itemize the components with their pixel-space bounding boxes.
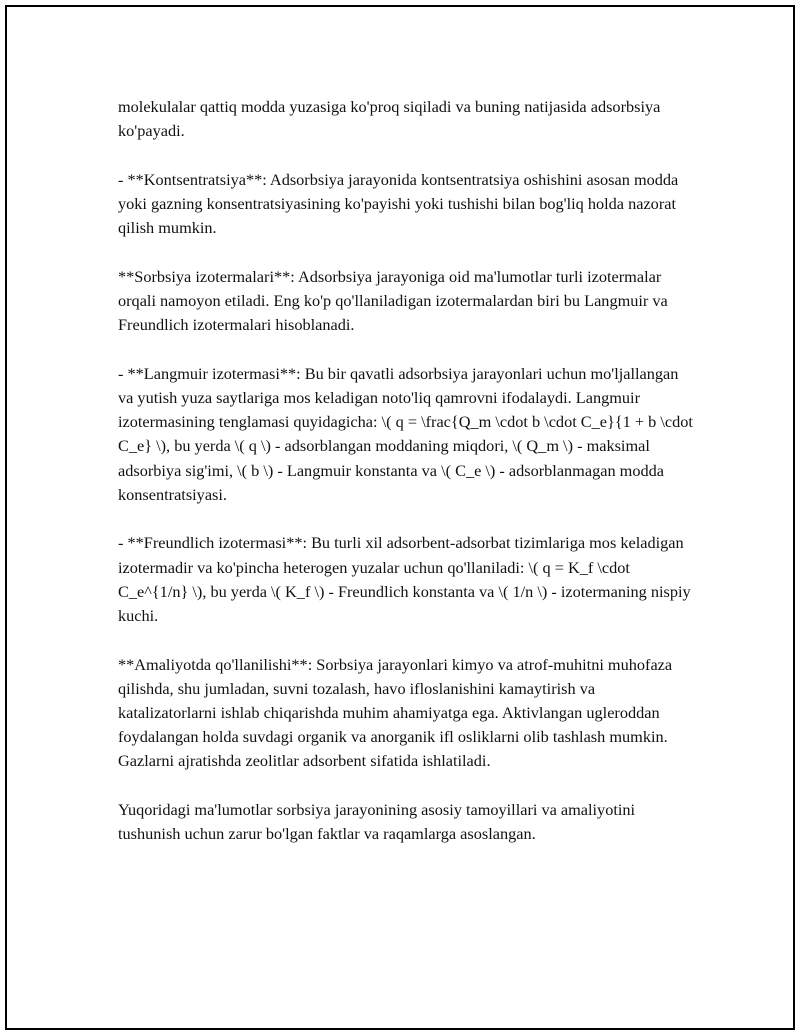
paragraph-practical-applications: **Amaliyotda qo'llanilishi**: Sorbsiya jarayonlari kimyo va atrof-muhitni muhofaza qilishda, shu jumladan, suvni tozalash, havo ifloslanishini kamaytirish va katalizatorlarni ishlab chiqarishda muhim ahamiyatga ega. Aktivlangan ugleroddan foydalangan holda suvdagi organik va anorganik ifl osliklarni olib tashlash mumkin. Gazlarni ajratishda zeolitlar adsorbent sifatida ishlatiladi. xyxy=(118,654,673,771)
document-body xyxy=(118,95,694,871)
paragraph-concentration: - **Kontsentratsiya**: Adsorbsiya jarayonida kontsentratsiya oshishini asosan modda yoki gazning konsentratsiyasining ko'payishi yoki tushishi bilan bog'liq holda nazorat qilish mumkin. xyxy=(118,169,679,238)
paragraph-sorption-isotherms: **Sorbsiya izotermalari**: Adsorbsiya jarayoniga oid ma'lumotlar turli izotermalar orqali namoyon etiladi. Eng ko'p qo'llaniladigan izotermalardan biri bu Langmuir va Freundlich izotermalari hisoblanadi. xyxy=(118,266,668,335)
paragraph-conclusion: Yuqoridagi ma'lumotlar sorbsiya jarayonining asosiy tamoyillari va amaliyotini tushunish uchun zarur bo'lgan faktlar va raqamlarga asoslangan. xyxy=(118,800,636,844)
paragraph-adsorption-continuation: molekulalar qattiq modda yuzasiga ko'proq siqiladi va buning natijasida adsorbsiya ko'payadi. xyxy=(118,97,661,141)
paragraph-langmuir-isotherm: - **Langmuir izotermasi**: Bu bir qavatli adsorbsiya jarayonlari uchun mo'ljallangan va yutish yuza saytlariga mos keladigan noto'liq qamrovni ifodalaydi. Langmuir izotermasining tenglamasi quyidagicha: \( q = \frac{Q_m \cdot b \cdot C_e}{1 + b \cdot C_e} \), bu yerda \( q \) - adsorblangan moddaning miqdori, \( Q_m \) - maksimal adsorbiya sig'imi, \( b \) - Langmuir konstanta va \( C_e \) - adsorblanmagan modda konsentratsiyasi. xyxy=(118,363,693,504)
page-frame xyxy=(5,5,795,1030)
paragraph-freundlich-isotherm: - **Freundlich izotermasi**: Bu turli xil adsorbent-adsorbat tizimlariga mos keladigan izotermadir va ko'pincha heterogen yuzalar uchun qo'llaniladi: \( q = K_f \cdot C_e^{1/n} \), bu yerda \( K_f \) - Freundlich konstanta va \( 1/n \) - izotermaning nispiy kuchi. xyxy=(118,533,691,626)
